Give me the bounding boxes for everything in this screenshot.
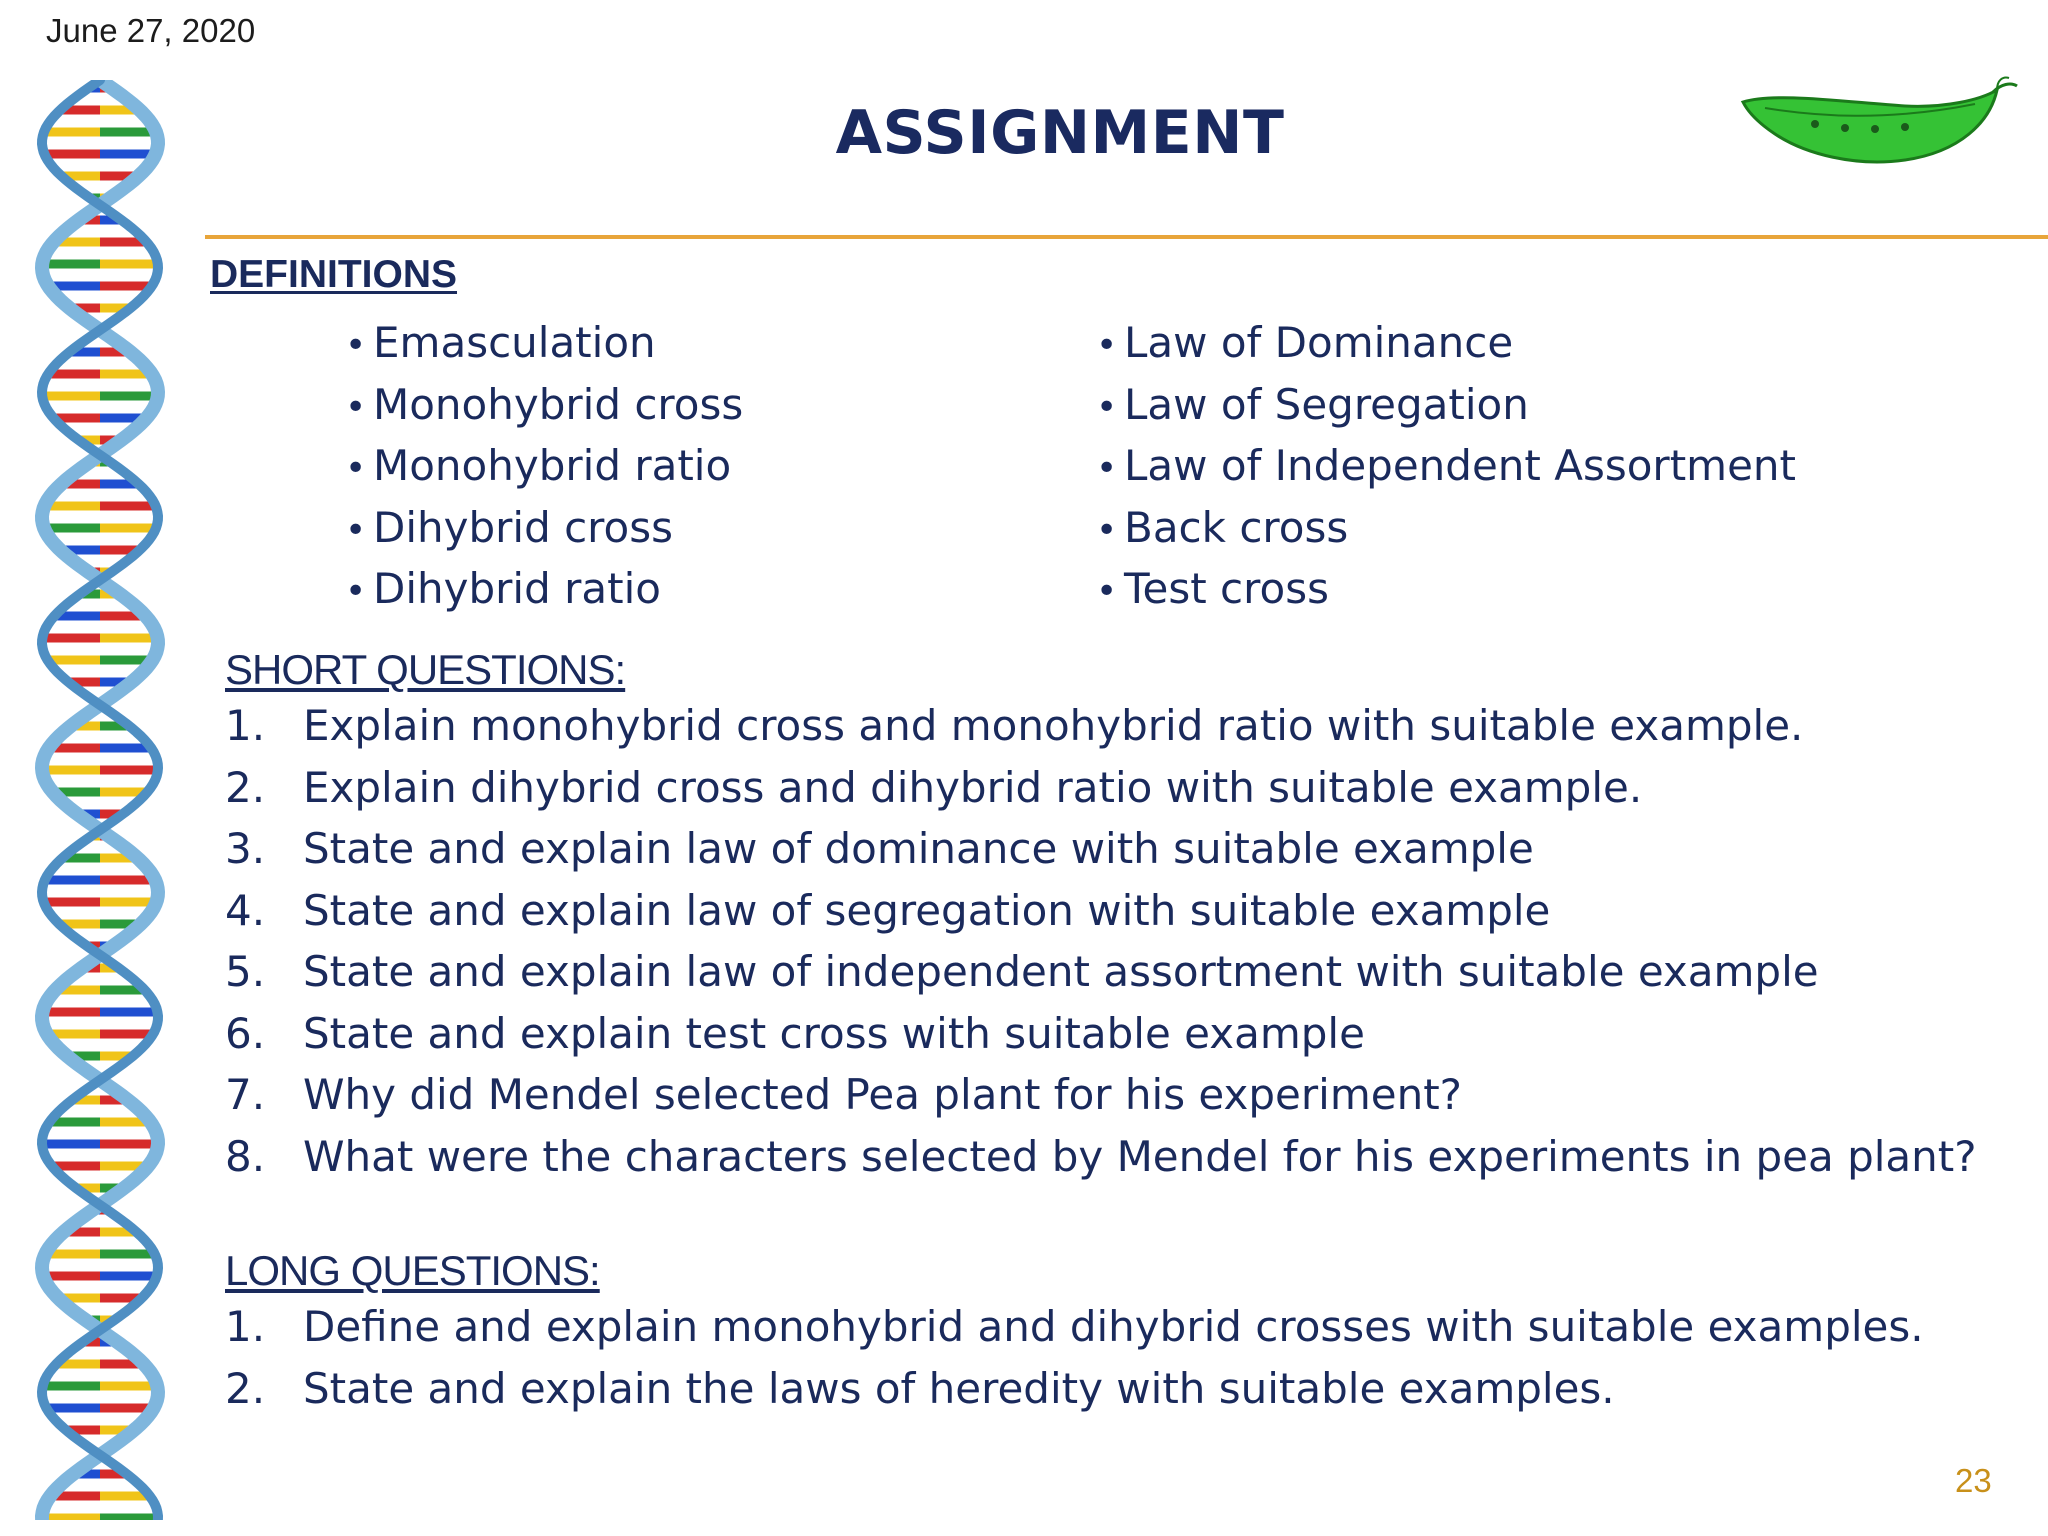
question-text: Explain dihybrid cross and dihybrid ratio with suitable example. [303, 762, 1643, 812]
definition-term: Emasculation [373, 318, 656, 367]
list-item [1096, 312, 1796, 374]
question-number: 8. [225, 1131, 266, 1181]
list-item [225, 880, 1977, 942]
long-questions-heading: LONG QUESTIONS: [225, 1247, 600, 1294]
question-text: State and explain test cross with suitable example [303, 1008, 1365, 1058]
bullet-icon: • [1096, 448, 1118, 489]
list-item [225, 757, 1977, 819]
list-item [345, 558, 743, 620]
page-number: 23 [1955, 1462, 1992, 1499]
dna-helix-icon [20, 80, 180, 1520]
list-item [225, 1003, 1977, 1065]
question-text: What were the characters selected by Mendel for his experiments in pea plant? [303, 1131, 1977, 1181]
definition-term: Law of Independent Assortment [1124, 441, 1796, 490]
short-questions-heading: SHORT QUESTIONS: [225, 646, 626, 693]
bullet-icon: • [345, 571, 367, 612]
list-item [225, 1064, 1977, 1126]
list-item [1096, 497, 1796, 559]
short-questions-list [225, 695, 1977, 1187]
question-text: State and explain law of independent assortment with suitable example [303, 947, 1819, 996]
bullet-icon: • [345, 448, 367, 489]
list-item [225, 695, 1977, 757]
list-item [225, 1358, 1924, 1420]
question-text: State and explain law of dominance with suitable example [303, 824, 1534, 873]
question-number: 7. [225, 1070, 266, 1119]
list-item [345, 435, 743, 497]
list-item [225, 941, 1977, 1003]
bullet-icon: • [1096, 509, 1118, 551]
question-text: State and explain the laws of heredity with suitable examples. [303, 1363, 1615, 1413]
list-item [225, 818, 1977, 880]
bullet-icon: • [1096, 325, 1118, 366]
definition-term: Dihybrid cross [373, 502, 673, 552]
definition-term: Test cross [1124, 564, 1329, 613]
bullet-icon: • [1096, 571, 1118, 612]
definition-term: Law of Segregation [1124, 379, 1529, 429]
question-number: 2. [225, 762, 266, 812]
list-item [225, 1296, 1924, 1358]
definition-term: Dihybrid ratio [373, 564, 661, 613]
list-item [345, 374, 743, 436]
definitions-left-list [345, 312, 743, 620]
definition-term: Law of Dominance [1124, 318, 1514, 367]
question-text: Define and explain monohybrid and dihybrid crosses with suitable examples. [303, 1302, 1924, 1351]
bullet-icon: • [345, 325, 367, 366]
list-item [1096, 558, 1796, 620]
question-number: 2. [225, 1363, 266, 1413]
bullet-icon: • [1096, 386, 1118, 428]
list-item [1096, 374, 1796, 436]
list-item [345, 312, 743, 374]
question-number: 6. [225, 1008, 266, 1058]
bullet-icon: • [345, 509, 367, 551]
list-item [1096, 435, 1796, 497]
question-number: 4. [225, 885, 266, 935]
list-item [225, 1126, 1977, 1188]
list-item [345, 497, 743, 559]
bullet-icon: • [345, 386, 367, 428]
question-number: 3. [225, 824, 266, 873]
definition-term: Monohybrid cross [373, 379, 744, 429]
slide-title: ASSIGNMENT [835, 98, 1285, 168]
definition-term: Monohybrid ratio [373, 441, 732, 490]
definition-term: Back cross [1124, 502, 1349, 552]
question-number: 5. [225, 947, 266, 996]
slide-date: June 27, 2020 [46, 12, 256, 49]
question-text: Explain monohybrid cross and monohybrid ratio with suitable example. [303, 701, 1804, 750]
question-text: State and explain law of segregation with suitable example [303, 885, 1551, 935]
question-number: 1. [225, 1302, 266, 1351]
definitions-heading: DEFINITIONS [210, 253, 458, 296]
long-questions-list [225, 1296, 1924, 1419]
question-text: Why did Mendel selected Pea plant for his experiment? [303, 1070, 1462, 1119]
question-number: 1. [225, 701, 266, 750]
definitions-right-list [1096, 312, 1796, 620]
title-divider [205, 235, 2048, 239]
